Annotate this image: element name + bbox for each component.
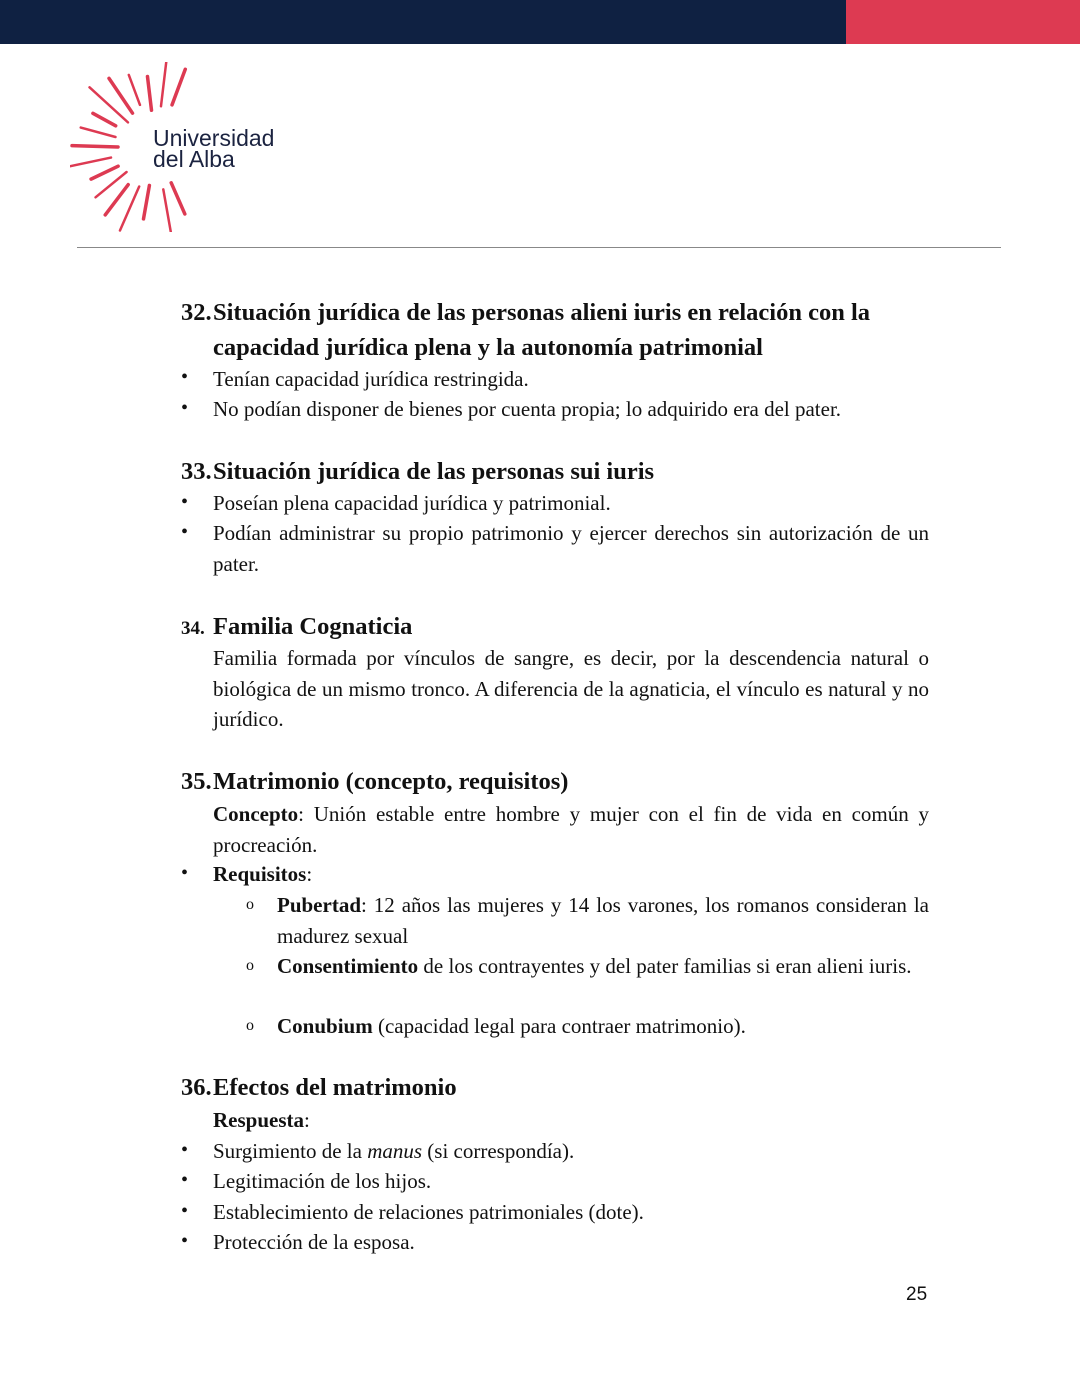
logo-ray	[143, 185, 149, 218]
header-bar-red	[846, 0, 1080, 44]
heading-number: 34.	[181, 618, 205, 639]
heading-34	[181, 609, 941, 646]
header-bar-navy	[0, 0, 846, 44]
logo-line-2: del Alba	[153, 146, 235, 172]
logo-ray	[105, 185, 128, 215]
header-divider	[77, 247, 1001, 248]
logo-ray	[70, 158, 111, 167]
answer-colon: :	[304, 1108, 310, 1132]
sub-item-label: Conubium	[277, 1014, 373, 1038]
logo-ray	[93, 113, 116, 126]
text: (si correspondía).	[422, 1139, 575, 1163]
paragraph: Familia formada por vínculos de sangre, es decir, por la descendencia natural o biológica de un mismo tronco. A diferencia de la agnaticia, el vínculo es natural y no jurídico.	[213, 646, 929, 731]
req-colon: :	[306, 862, 313, 886]
heading-33	[181, 454, 941, 489]
logo-ray	[161, 62, 167, 106]
concept-text: : Unión estable entre hombre y mujer con el fin de vida en común y procreación.	[213, 802, 929, 857]
list-item: Establecimiento de relaciones patrimoniales (dote).	[213, 1200, 644, 1224]
sub-item-label: Consentimiento	[277, 954, 419, 978]
bullet-icon: •	[181, 366, 189, 388]
heading-title: Situación jurídica de las personas sui iuris	[213, 458, 655, 485]
concept-paragraph	[213, 799, 929, 860]
page-number: 25	[906, 1284, 928, 1305]
circle-bullet-icon: o	[246, 896, 254, 913]
heading-title: Situación jurídica de las personas alieni iuris en relación con la capacidad jurídica plena y la autonomía patrimonial	[213, 299, 871, 361]
bullet-icon: •	[181, 862, 189, 884]
bullet-icon: •	[181, 1139, 189, 1161]
sub-item-text: : 12 años las mujeres y 14 los varones, los romanos consideran la madurez sexual	[277, 893, 929, 948]
heading-36	[181, 1070, 941, 1105]
list-item: Legitimación de los hijos.	[213, 1169, 432, 1193]
logo-ray	[147, 77, 151, 111]
bullet-icon: •	[181, 397, 189, 419]
logo-ray	[72, 146, 118, 147]
logo-text	[153, 125, 275, 172]
logo-ray	[172, 69, 185, 105]
sub-item	[277, 1011, 929, 1042]
italic-term: manus	[367, 1139, 423, 1163]
bullet-icon: •	[181, 1169, 189, 1191]
logo-ray	[171, 183, 185, 214]
heading-32	[181, 295, 941, 365]
heading-number: 32.	[181, 299, 212, 326]
list-item	[213, 1136, 929, 1167]
heading-title: Familia Cognaticia	[213, 613, 413, 640]
circle-bullet-icon: o	[246, 957, 254, 974]
sub-item	[277, 890, 929, 951]
answer-label-text: Respuesta	[213, 1108, 305, 1132]
list-item: Protección de la esposa.	[213, 1230, 415, 1254]
heading-title: Matrimonio (concepto, requisitos)	[213, 768, 569, 795]
heading-title: Efectos del matrimonio	[213, 1074, 457, 1101]
heading-number: 35.	[181, 768, 212, 795]
requisitos-label	[213, 859, 929, 890]
logo-line-1: Universidad	[153, 125, 275, 151]
bullet-icon: •	[181, 1230, 189, 1252]
logo-ray	[90, 87, 128, 122]
logo-ray	[81, 128, 116, 137]
req-label: Requisitos	[213, 862, 307, 886]
text: Surgimiento de la	[213, 1139, 368, 1163]
circle-bullet-icon: o	[246, 1017, 254, 1034]
list-item: Tenían capacidad jurídica restringida.	[213, 367, 529, 391]
sub-item-label: Pubertad	[277, 893, 361, 917]
bullet-icon: •	[181, 521, 189, 543]
logo-ray	[91, 166, 118, 179]
logo-ray	[129, 75, 140, 105]
bullet-icon: •	[181, 491, 189, 513]
list-item: No podían disponer de bienes por cuenta propia; lo adquirido era del pater.	[213, 397, 842, 421]
sub-item-text: (capacidad legal para contraer matrimonio).	[372, 1014, 746, 1038]
sub-item	[277, 951, 929, 982]
sub-item-text: de los contrayentes y del pater familias si eran alieni iuris.	[418, 954, 912, 978]
bullet-icon: •	[181, 1200, 189, 1222]
answer-label	[213, 1105, 929, 1136]
heading-number: 36.	[181, 1074, 212, 1101]
list-item: Podían administrar su propio patrimonio y ejercer derechos sin autorización de un pater.	[213, 521, 929, 576]
concept-label: Concepto	[213, 802, 299, 826]
list-item: Poseían plena capacidad jurídica y patrimonial.	[213, 491, 611, 515]
heading-number: 33.	[181, 458, 212, 485]
logo-ray	[163, 189, 171, 232]
heading-35	[181, 764, 941, 799]
